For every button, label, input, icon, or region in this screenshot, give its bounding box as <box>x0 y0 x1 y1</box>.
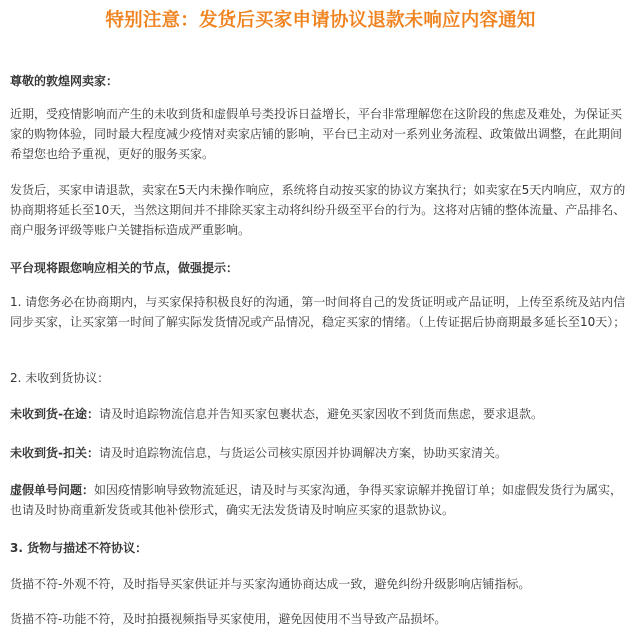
item-customs-text: 请及时追踪物流信息，与货运公司核实原因并协调解决方案，协助买家清关。 <box>98 446 507 460</box>
page-title: 特别注意：发货后买家申请协议退款未响应内容通知 <box>105 10 536 31</box>
rule-paragraph: 发货后，买家申请退款，卖家在5天内未操作响应，系统将自动按买家的协议方案执行；如卖家在5天内响应，双方的协商期将延长至10天，当然这期间并不排除买家主动将纠纷升级至平台的行为。这将对店铺的整体流量、产品排名、商户服务评级等账户关键指标造成严重影响。 <box>10 183 626 237</box>
greeting: 尊敬的敦煌网卖家： <box>10 74 119 88</box>
point-1: 1. 请您务必在协商期内，与买家保持积极良好的沟通，第一时间将自己的发货证明或产品证明，上传至系统及站内信同步买家，让买家第一时间了解实际发货情况或产品情况，稳定买家的情绪。（上传证据后协商期最多延长至10天）； <box>10 295 626 329</box>
item-customs <box>10 443 631 463</box>
point-2: 2. 未收到货协议： <box>10 371 110 385</box>
item-transit-text: 请及时追踪物流信息并告知买家包裹状态，避免买家因收不到货而焦虑，要求退款。 <box>98 407 543 421</box>
point-3: 3. 货物与描述不符协议： <box>10 541 148 555</box>
item-customs-label: 未收到货-扣关： <box>10 446 99 460</box>
item-function: 货描不符-功能不符，及时拍摄视频指导买家使用，避免因使用不当导致产品损坏。 <box>10 612 447 626</box>
section-heading: 平台现将跟您响应相关的节点，做强提示： <box>10 261 239 275</box>
item-fake-tracking <box>10 480 631 520</box>
intro-paragraph: 近期，受疫情影响而产生的未收到货和虚假单号类投诉日益增长，平台非常理解您在这阶段的焦虑及难处，为保证买家的购物体验，同时最大程度减少疫情对卖家店铺的影响，平台已主动对一系列业务流程、政策做出调整，在此期间希望您也给予重视，更好的服务买家。 <box>10 107 623 161</box>
item-fake-text: 如因疫情影响导致物流延迟，请及时与买家沟通，争得买家谅解并挽留订单；如虚假发货行为属实，也请及时协商重新发货或其他补偿形式，确实无法发货请及时响应买家的退款协议。 <box>10 483 623 517</box>
item-transit-label: 未收到货-在途： <box>10 407 99 421</box>
item-fake-label: 虚假单号问题： <box>10 483 95 497</box>
item-transit <box>10 404 631 424</box>
item-appearance: 货描不符-外观不符，及时指导买家供证并与买家沟通协商达成一致，避免纠纷升级影响店铺指标。 <box>10 577 531 591</box>
